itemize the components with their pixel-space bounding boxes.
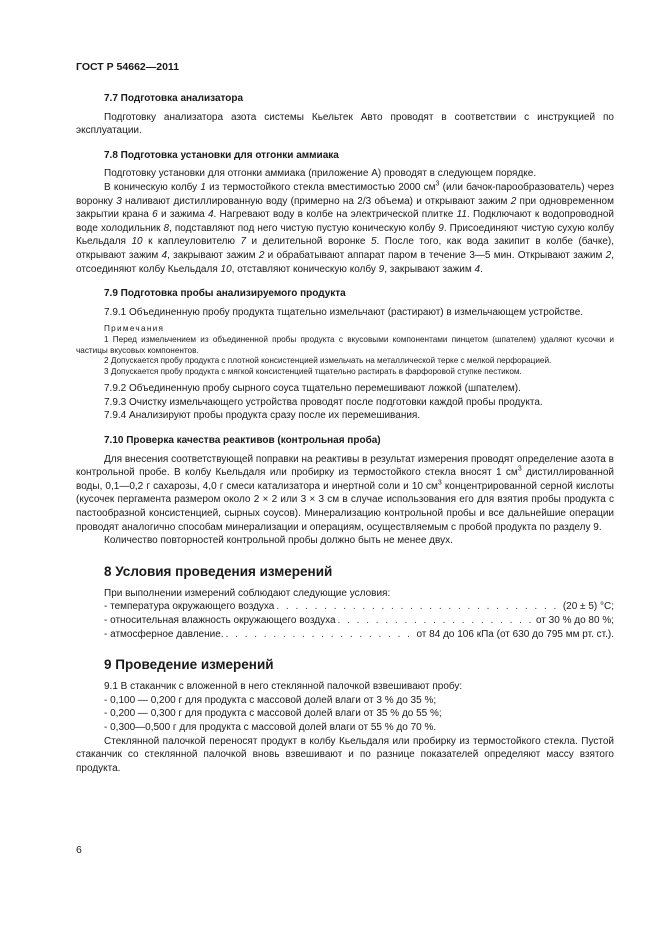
section-7-8-p1: Подготовку установки для отгонки аммиака (приложение А) проводят в следующем порядке. [104, 168, 537, 180]
section-7-10-p1: Для внесения соответствующей поправки на реактивы в результат измерения проводят определение азота в контрольной пробе. В колбу Кьельдаля или пробирку из термостойкого стекла вносят 1 $см^3$ дистиллированной воды, 0,1—0,2 г сахарозы, 4,0 г смеси катализатора и инертной соли и 10 $см^3$ концентрированной серной кислоты (кусочек пергамента размером около 2 × 2 или 3 × 3 см в случае использования его для взятия пробы продукта с пастообразной консистенцией, сырных соусов). Минерализацию контрольной пробы и все дальнейшие операции проводят аналогично способам минерализации и операциям, осуществляемым с пробой продукта по разделу 9. [76, 453, 614, 533]
dot-leader [276, 600, 560, 614]
list-item: - 0,100 — 0,200 г для продукта с массовой долей влаги от 3 % до 35 %; [104, 694, 437, 706]
condition-humidity-label: - относительная влажность окружающего воздуха [104, 615, 336, 626]
section-7-8-title: 7.8 Подготовка установки для отгонки аммиака [104, 149, 339, 161]
condition-pressure-value: от 84 до 106 кПа (от 630 до 795 мм рт. ст.). [416, 628, 614, 640]
list-item: - 0,200 — 0,300 г для продукта с массовой долей влаги от 35 % до 55 %; [104, 708, 442, 720]
condition-temperature [76, 600, 614, 614]
section-7-10-p2: Количество повторностей контрольной пробы должно быть не менее двух. [104, 535, 453, 547]
condition-temperature-value: (20 ± 5) °С; [562, 601, 614, 613]
list-item: - 0,300—0,500 г для продукта с массовой долей влаги от 55 % до 70 %. [104, 721, 437, 733]
section-7-9-2: 7.9.2 Объединенную пробу сырного соуса тщательно перемешивают ложкой (шпателем). [104, 383, 521, 395]
section-7-9-3: 7.9.3 Очистку измельчающего устройства проводят после подготовки каждой пробы продукта. [104, 396, 543, 408]
section-9-1: 9.1 В стаканчик с вложенной в него стеклянной палочкой взвешивают пробу: [104, 681, 463, 693]
note-3: 3 Допускается пробу продукта с мягкой консистенцией тщательно растирать в фарфоровой ступке пестиком. [104, 366, 522, 376]
section-7-9-4: 7.9.4 Анализируют пробы продукта сразу после их перемешивания. [104, 410, 421, 422]
section-7-9-1: 7.9.1 Объединенную пробу продукта тщательно измельчают (растирают) в измельчающем устройстве. [104, 306, 584, 318]
note-1: 1 Перед измельчением из объединенной пробы продукта с вкусовыми компонентами пинцетом (шпателем) удаляют кусочки и частицы вкусовых компонентов. [76, 334, 614, 355]
note-2: 2 Допускается пробу продукта с плотной консистенцией измельчать на металлической терке с мелкой перфорацией. [104, 356, 552, 366]
dot-leader [338, 614, 534, 628]
section-7-7-title: 7.7 Подготовка анализатора [104, 93, 244, 104]
condition-pressure [76, 628, 614, 642]
dot-leader [226, 628, 415, 642]
section-7-8-p2: В коническую колбу 1 из термостойкого стекла вместимостью 2000 $см^3$ (или бачок-парообразователь) через воронку 3 наливают дистиллированную воду (примерно на 2/3 объема) и открывают зажим 2 при одновременном закрытии крана 6 и зажима 4. Нагревают воду в колбе на электрической плитке 11. Подключают к водопроводной воде холодильник 8, подставляют под него чистую пустую коническую колбу 9. Присоединяют чистую сухую колбу Кьельдаля 10 к каплеуловителю 7 и делительной воронке 5. После того, как вода закипит в колбе (бачке), открывают зажим 4, закрывают зажим 2 и обрабатывают аппарат паром в течение 3—5 мин. Открывают зажим 2, отсоединяют колбу Кьельдаля 10, отставляют коническую колбу 9, закрывают зажим 4. [76, 180, 615, 275]
notes-title: Примечания [104, 324, 165, 334]
condition-temperature-label: - температура окружающего воздуха [104, 601, 275, 613]
section-9-title: 9 Проведение измерений [104, 657, 274, 673]
section-9-p2: Стеклянной палочкой переносят продукт в колбу Кьельдаля или пробирку из термостойкого стекла. Пустой стаканчик со стеклянной палочкой вновь взвешивают и по разнице показателей определяют массу взятого продукта. [76, 735, 614, 774]
section-8-intro: При выполнении измерений соблюдают следующие условия: [104, 587, 391, 599]
section-7-10-title: 7.10 Проверка качества реактивов (контрольная проба) [104, 435, 381, 447]
condition-humidity-value: от 30 % до 80 %; [535, 615, 614, 626]
document-body [76, 92, 614, 775]
condition-pressure-label: - атмосферное давление. [104, 628, 224, 640]
document-header: ГОСТ Р 54662—2011 [76, 61, 180, 73]
page-number: 6 [76, 844, 82, 856]
section-7-7-text: Подготовку анализатора азота системы Кьельтек Авто проводят в соответствии с инструкцией по эксплуатации. [76, 111, 614, 137]
condition-humidity [76, 614, 614, 628]
section-8-title: 8 Условия проведения измерений [104, 563, 333, 579]
section-7-9-title: 7.9 Подготовка пробы анализируемого продукта [104, 288, 346, 300]
